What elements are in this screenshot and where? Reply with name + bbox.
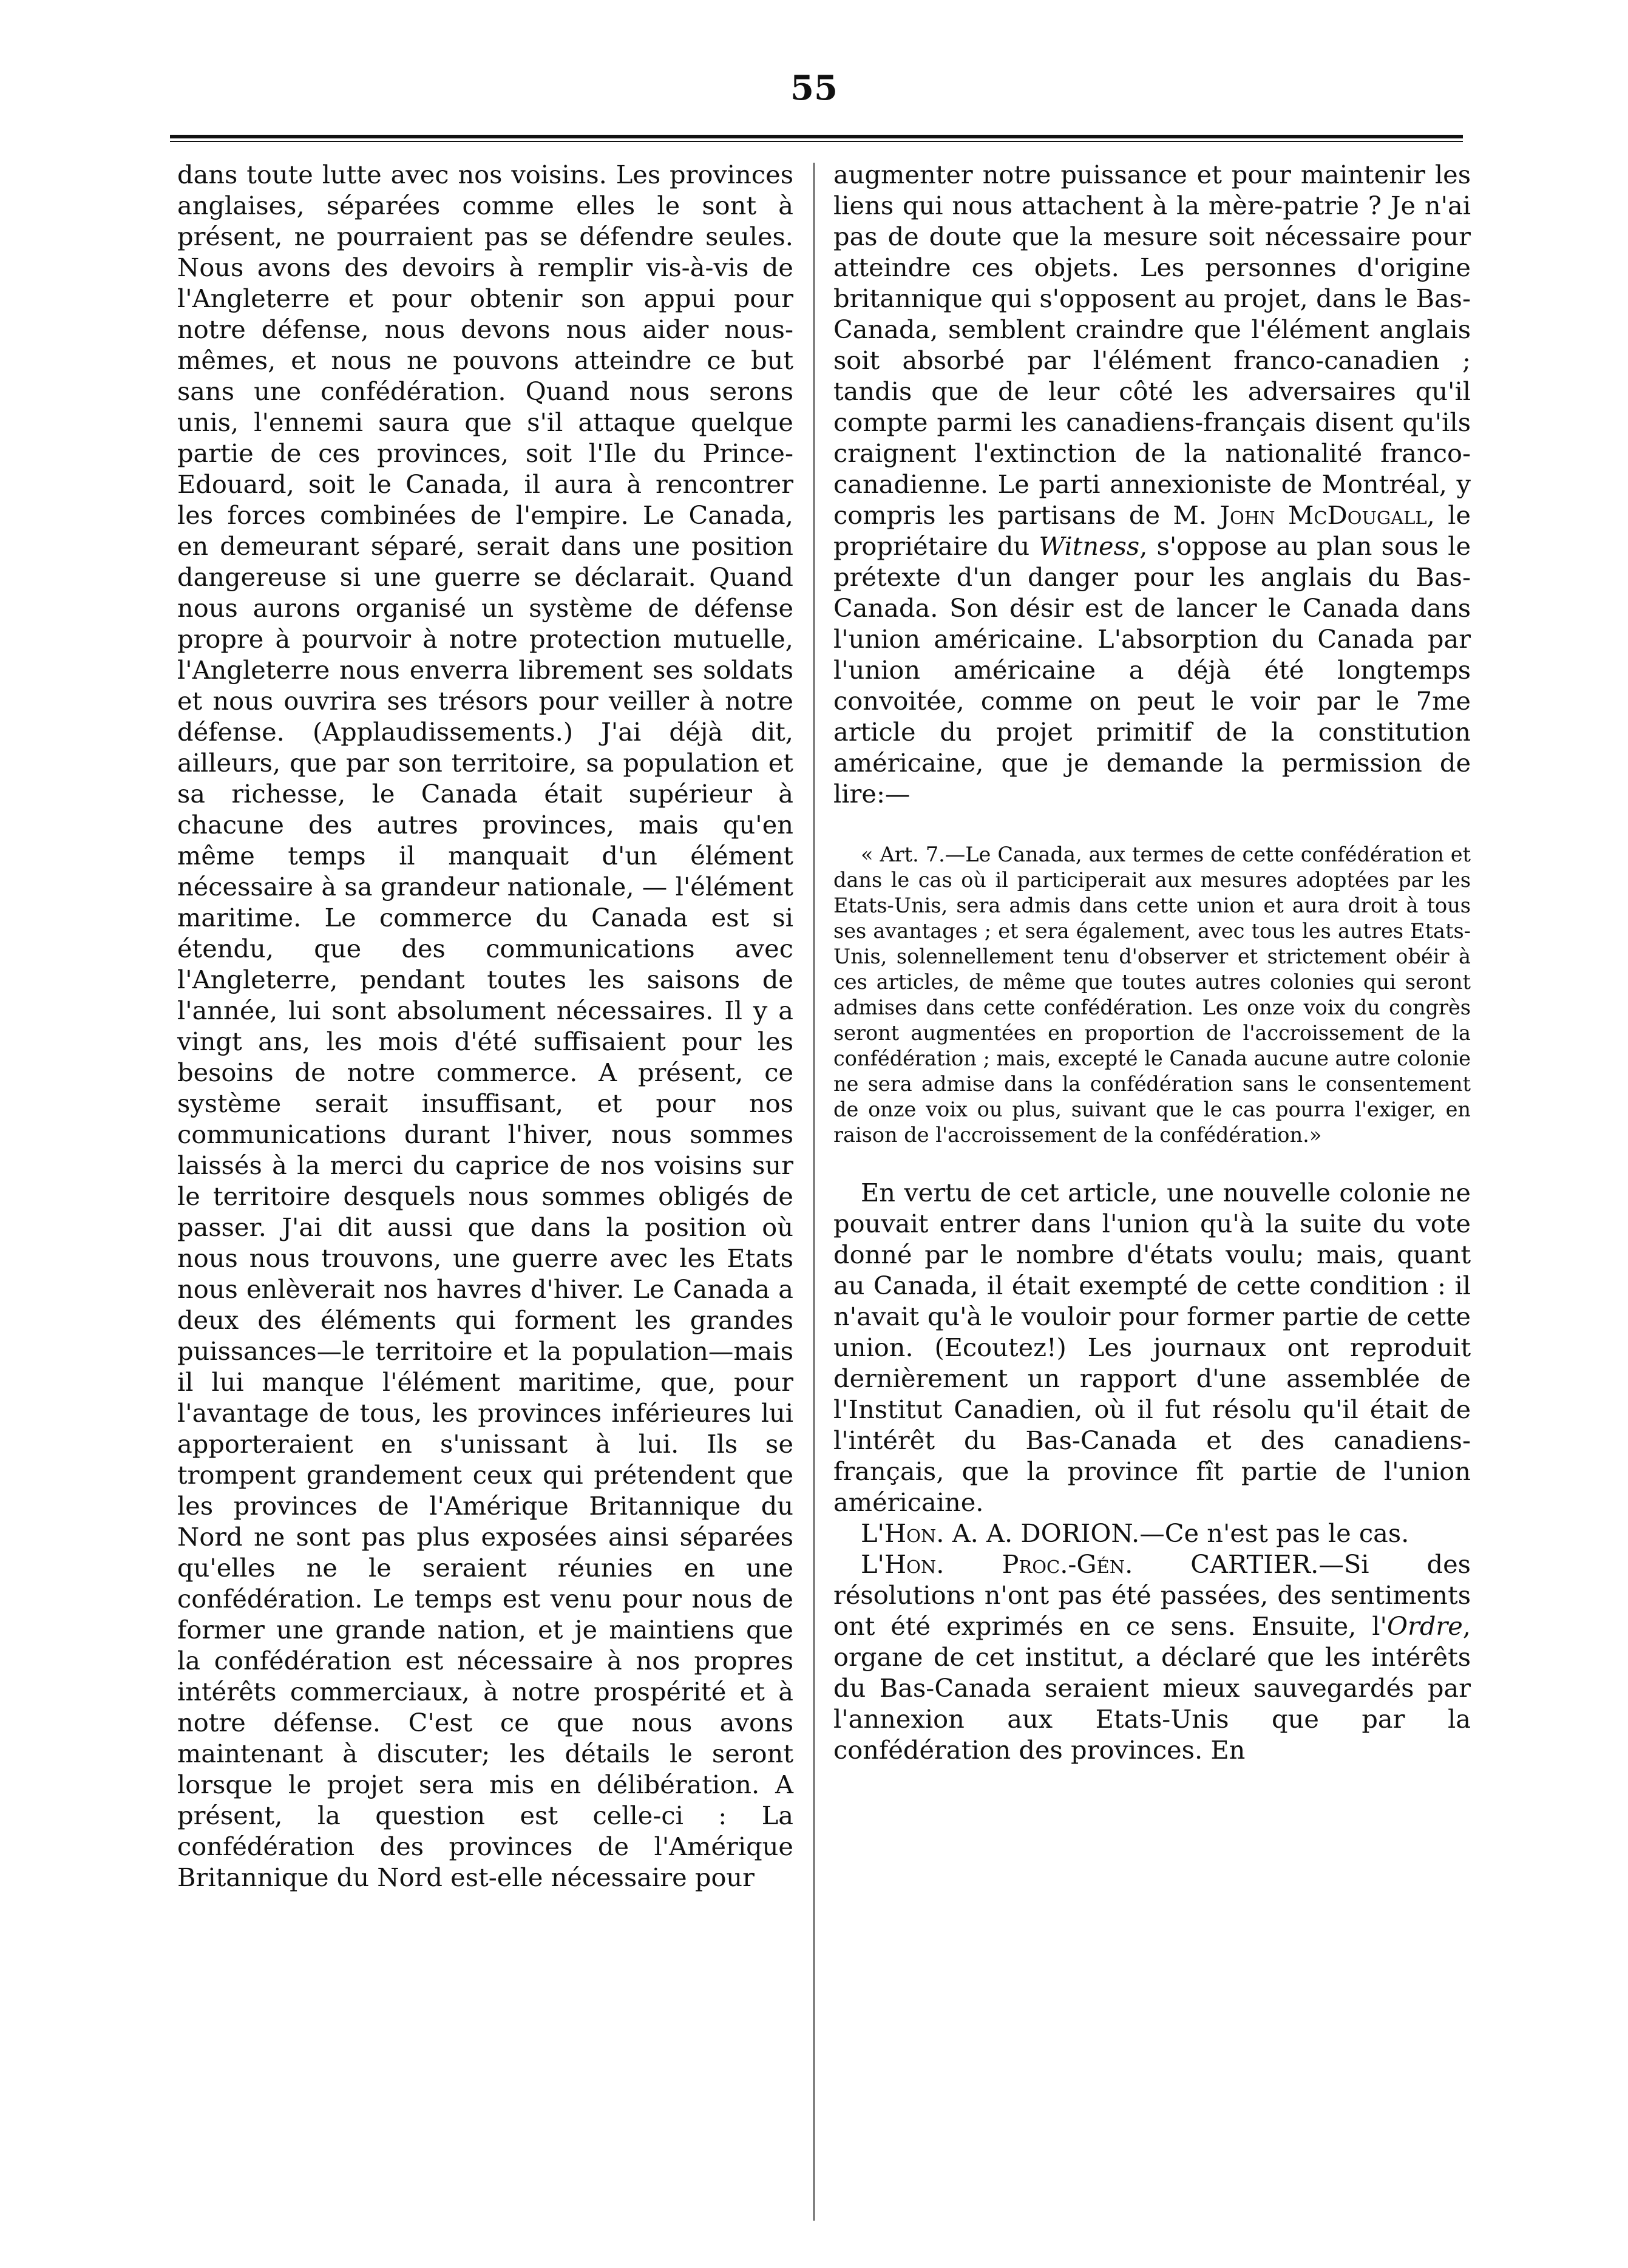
right-paragraph-2: En vertu de cet article, une nouvelle colonie ne pouvait entrer dans l'union qu'à la suite du vote donné par le nombre d'états voulu; mais, quant au Canada, il était exempté de cette condition : il n'avait qu'à le vouloir pour former partie de cette union. (Ecoutez!) Les journaux ont reproduit dernièrement un rapport d'une assemblée de l'Institut Canadien, où il fut résolu qu'il était de l'intérêt du Bas-Canada et des canadiens-français, que la province fît partie de l'union américaine. [833, 1178, 1471, 1517]
ordre-title: Ordre [1386, 1611, 1463, 1641]
left-column [177, 159, 793, 1893]
right-paragraph-1: augmenter notre puissance et pour maintenir les liens qui nous attachent à la mère-patrie ? Je n'ai pas de doute que la mesure soit nécessaire pour atteindre ces objets. Les personnes d'origine britannique qui s'opposent au projet, dans le Bas-Canada, semblent craindre que l'élément anglais soit absorbé par l'élément franco-canadien ; tandis que de leur côté les adversaires qu'il compte parmi les canadiens-français disent qu'ils craignent l'extinction de la nationalité franco-canadienne. Le parti annexioniste de Montréal, y compris les partisans de M. John McDougall, le propriétaire du Witness, s'oppose au plan sous le prétexte d'un danger pour les anglais du Bas-Canada. Son désir est de lancer le Canada dans l'union américaine. L'absorption du Canada par l'union américaine a déjà été longtemps convoitée, comme on peut le voir par le 7me article du projet primitif de la constitution américaine, que je demande la permission de lire:— [833, 160, 1471, 809]
name-mcdougall: John McDougall [1219, 500, 1427, 530]
cartier-remark: L'Hon. Proc.-Gén. CARTIER.—Si des résolutions n'ont pas été passées, des sentiments ont été exprimés en ce sens. Ensuite, l'Ordre, organe de cet institut, a déclaré que les intérêts du Bas-Canada seraient mieux sauvegardés par l'annexion aux Etats-Unis que par la confédération des provinces. En [833, 1549, 1471, 1765]
witness-title: Witness [1039, 531, 1140, 561]
header-rule [170, 135, 1463, 142]
speaker-dorion: L'Hon. A. A. DORION. [861, 1518, 1140, 1548]
page-number: 55 [790, 68, 838, 108]
dorion-remark: L'Hon. A. A. DORION.—Ce n'est pas le cas. [861, 1518, 1409, 1548]
speaker-cartier: L'Hon. Proc.-Gén. CARTIER. [861, 1549, 1319, 1579]
article-quote [833, 842, 1471, 1148]
quote-text: « Art. 7.—Le Canada, aux termes de cette confédération et dans le cas où il participerait aux mesures adoptées par les Etats-Unis, sera admis dans cette union et aura droit à tous ses avantages ; et sera également, avec tous les autres Etats-Unis, solennellement tenu d'observer et strictement obéir à ces articles, de même que toutes autres colonies qui seront admises dans cette confédération. Les onze voix du congrès seront augmentées en proportion de l'accroissement de la confédération ; mais, excepté le Canada aucune autre colonie ne sera admise dans la confédération sans le consentement de onze voix ou plus, suivant que le cas pourra l'exiger, en raison de l'accroissement de la confédération.» [833, 843, 1471, 1147]
column-divider [813, 163, 815, 2221]
right-column [833, 159, 1471, 1765]
left-column-text: dans toute lutte avec nos voisins. Les provinces anglaises, séparées comme elles le sont à présent, ne pourraient pas se défendre seules. Nous avons des devoirs à remplir vis-à-vis de l'Angleterre et pour obtenir son appui pour notre défense, nous devons nous aider nous-mêmes, et nous ne pouvons atteindre ce but sans une confédération. Quand nous serons unis, l'ennemi saura que s'il attaque quelque partie de ces provinces, soit l'Ile du Prince-Edouard, soit le Canada, il aura à rencontrer les forces combinées de l'empire. Le Canada, en demeurant séparé, serait dans une position dangereuse si une guerre se déclarait. Quand nous aurons organisé un système de défense propre à pourvoir à notre protection mutuelle, l'Angleterre nous enverra librement ses soldats et nous ouvrira ses trésors pour veiller à notre défense. (Applaudissements.) J'ai déjà dit, ailleurs, que par son territoire, sa population et sa richesse, le Canada était supérieur à chacune des autres provinces, mais qu'en même temps il manquait d'un élément nécessaire à sa grandeur nationale, — l'élément maritime. Le commerce du Canada est si étendu, que des communications avec l'Angleterre, pendant toutes les saisons de l'année, lui sont absolument nécessaires. Il y a vingt ans, les mois d'été suffisaient pour les besoins de notre commerce. A présent, ce système serait insuffisant, et pour nos communications durant l'hiver, nous sommes laissés à la merci du caprice de nos voisins sur le territoire desquels nous sommes obligés de passer. J'ai dit aussi que dans la position où nous nous trouvons, une guerre avec les Etats nous enlèverait nos havres d'hiver. Le Canada a deux des éléments qui forment les grandes puissances—le territoire et la population—mais il lui manque l'élément maritime, que, pour l'avantage de tous, les provinces inférieures lui apporteraient en s'unissant à lui. Ils se trompent grandement ceux qui prétendent que les provinces de l'Amérique Britannique du Nord ne sont pas plus exposées ainsi séparées qu'elles ne le seraient réunies en une confédération. Le temps est venu pour nous de former une grande nation, et je maintiens que la confédération est nécessaire à nos propres intérêts commerciaux, à notre prospérité et à notre défense. C'est ce que nous avons maintenant à discuter; les détails le seront lorsque le projet sera mis en délibération. A présent, la question est celle-ci : La confédération des provinces de l'Amérique Britannique du Nord est-elle nécessaire pour [177, 160, 793, 1892]
